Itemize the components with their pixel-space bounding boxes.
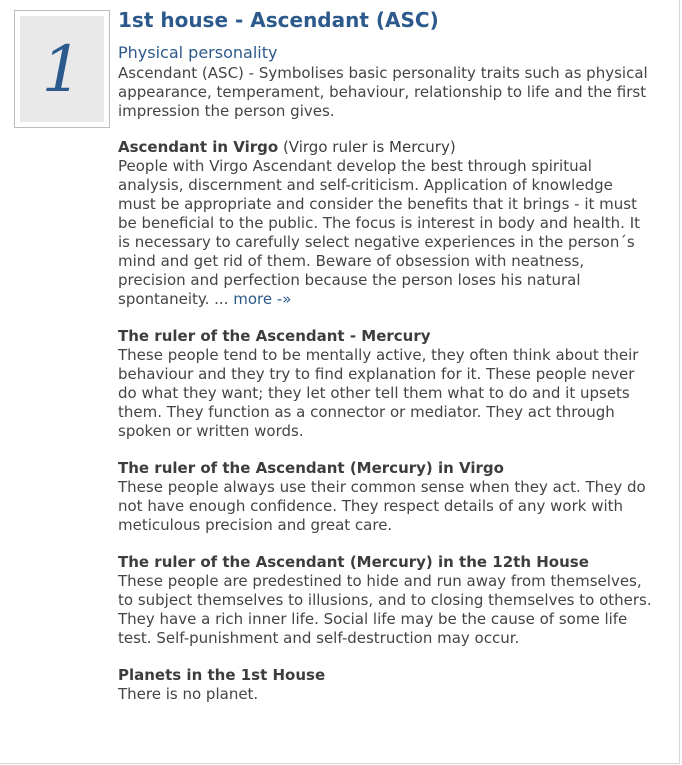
title-sign: Ascendant (ASC): [250, 8, 439, 32]
house-number-box: [14, 10, 110, 128]
section-text: These people tend to be mentally active, they often think about their behaviour and they try to find explanation for it. These people never do what they want; they let other tell them what to do and it upsets them. They function as a connector or mediator. They act through spoken or written words.: [118, 346, 639, 440]
title-house: 1st house: [118, 8, 229, 32]
section-heading: [118, 138, 654, 157]
section-text: These people always use their common sense when they act. They do not have enough confidence. They respect details of any work with meticulous precision and great care.: [118, 478, 646, 534]
house-number: 1: [41, 33, 83, 107]
house-intro: Ascendant (ASC) - Symbolises basic personality traits such as physical appearance, temperament, behaviour, relationship to life and the first impression the person gives.: [118, 64, 648, 120]
section-heading: The ruler of the Ascendant - Mercury: [118, 327, 431, 345]
section-ruler-in-house: [118, 553, 654, 648]
section-heading: Planets in the 1st House: [118, 666, 326, 684]
section-body: People with Virgo Ascendant develop the best through spiritual analysis, discernment and self-criticism. Application of knowledge must be appropriate and consider the benefits that it brings - it must be beneficial to the public. The focus is interest in body and health. It is necessary to carefully select negative experiences in the person´s mind and get rid of them. Beware of obsession with neatness, precision and perfection because the person loses his natural spontaneity. ...: [118, 157, 641, 308]
house-content: [118, 6, 654, 704]
section-text: There is no planet.: [118, 685, 259, 703]
section-ruler-in-sign: [118, 459, 654, 535]
heading-text: Ascendant in Virgo: [118, 138, 279, 156]
section-ascendant-sign: [118, 138, 654, 309]
section-heading: The ruler of the Ascendant (Mercury) in Virgo: [118, 459, 504, 477]
house-number-graphic: [15, 11, 109, 127]
section-text: [118, 157, 654, 309]
heading-note: (Virgo ruler is Mercury): [278, 138, 456, 156]
page-title: [118, 6, 654, 34]
title-separator: -: [228, 8, 251, 32]
section-heading: The ruler of the Ascendant (Mercury) in the 12th House: [118, 553, 589, 571]
section-planets: [118, 666, 654, 704]
more-link[interactable]: more -»: [233, 290, 292, 308]
house-subtitle: Physical personality: [118, 43, 278, 62]
section-text: These people are predestined to hide and run away from themselves, to subject themselves to illusions, and to closing themselves to others. They have a rich inner life. Social life may be the cause of some life test. Self-punishment and self-destruction may occur.: [118, 572, 652, 647]
section-ascendant-ruler: [118, 327, 654, 441]
